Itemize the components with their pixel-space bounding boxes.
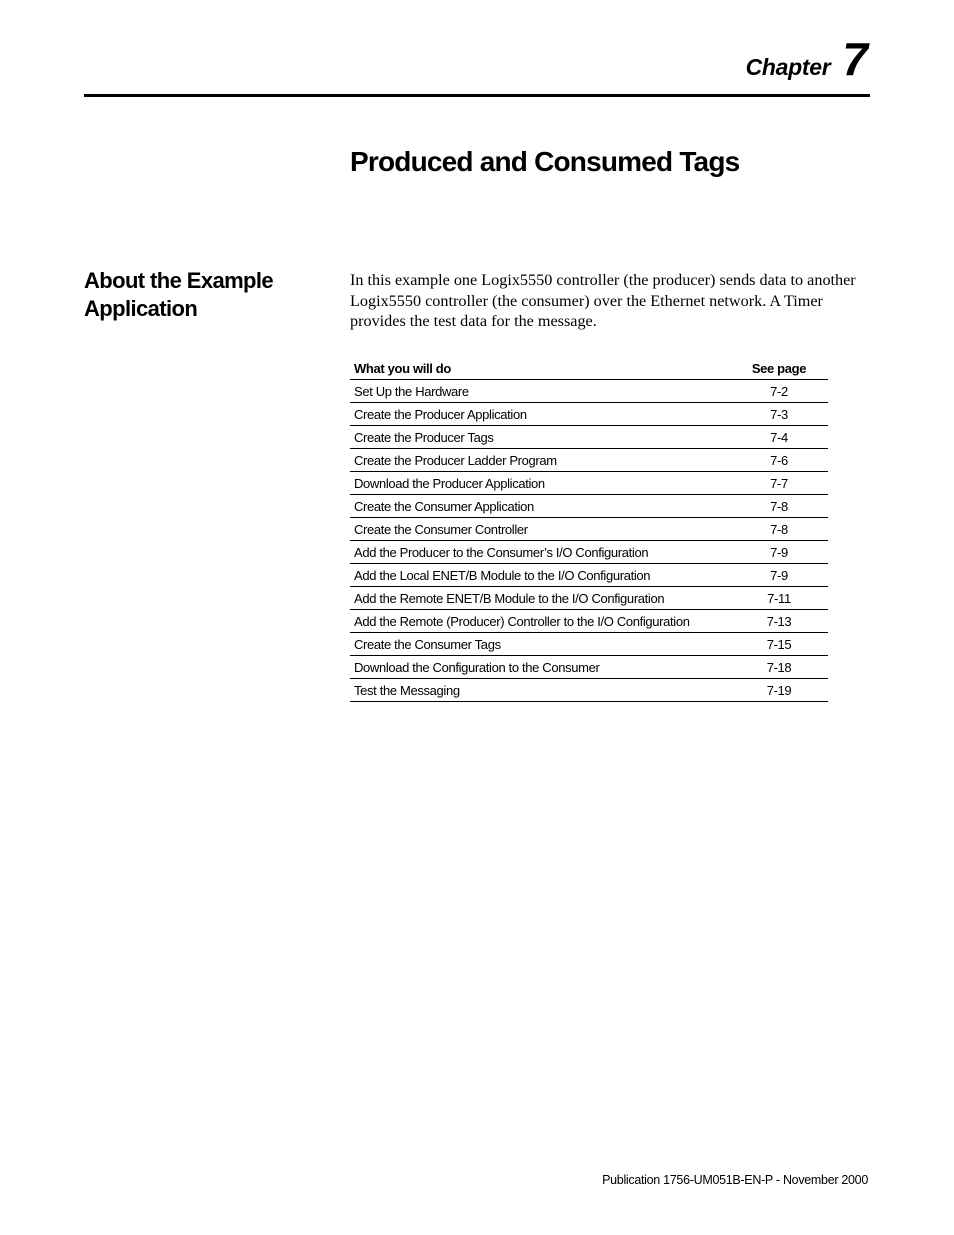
task-cell: Create the Producer Tags bbox=[350, 426, 730, 449]
chapter-number: 7 bbox=[842, 33, 868, 85]
task-cell: Set Up the Hardware bbox=[350, 380, 730, 403]
page-cell: 7-19 bbox=[730, 679, 828, 702]
header-rule bbox=[84, 94, 870, 97]
task-table bbox=[350, 356, 828, 702]
publication-footer: Publication 1756-UM051B-EN-P - November 2000 bbox=[602, 1173, 868, 1187]
chapter-header bbox=[745, 33, 868, 85]
task-cell: Download the Configuration to the Consumer bbox=[350, 656, 730, 679]
task-rows bbox=[350, 380, 828, 702]
page-cell: 7-18 bbox=[730, 656, 828, 679]
page-title: Produced and Consumed Tags bbox=[350, 146, 740, 177]
task-cell: Create the Consumer Application bbox=[350, 495, 730, 518]
page-cell: 7-3 bbox=[730, 403, 828, 426]
table-row bbox=[350, 380, 828, 403]
task-cell: Create the Producer Ladder Program bbox=[350, 449, 730, 472]
task-cell: Test the Messaging bbox=[350, 679, 730, 702]
table-row bbox=[350, 472, 828, 495]
page-cell: 7-7 bbox=[730, 472, 828, 495]
table-row bbox=[350, 426, 828, 449]
task-cell: Add the Local ENET/B Module to the I/O Configuration bbox=[350, 564, 730, 587]
page-cell: 7-6 bbox=[730, 449, 828, 472]
header-page: See page bbox=[730, 356, 828, 380]
chapter-label: Chapter bbox=[745, 54, 831, 80]
task-cell: Create the Producer Application bbox=[350, 403, 730, 426]
task-cell: Add the Remote ENET/B Module to the I/O Configuration bbox=[350, 587, 730, 610]
page-cell: 7-13 bbox=[730, 610, 828, 633]
task-cell: Add the Producer to the Consumer’s I/O Configuration bbox=[350, 541, 730, 564]
table-row bbox=[350, 495, 828, 518]
page-cell: 7-8 bbox=[730, 518, 828, 541]
section-heading: About the Example Application bbox=[84, 268, 274, 321]
header-task: What you will do bbox=[350, 356, 730, 380]
intro-paragraph: In this example one Logix5550 controller (the producer) sends data to another Logix5550 controller (the consumer) over the Ethernet network. A Timer provides the test data for the message. bbox=[350, 271, 856, 330]
page-cell: 7-4 bbox=[730, 426, 828, 449]
table-header-row bbox=[350, 356, 828, 380]
table-row bbox=[350, 656, 828, 679]
table-row bbox=[350, 449, 828, 472]
table-row bbox=[350, 541, 828, 564]
task-cell: Create the Consumer Controller bbox=[350, 518, 730, 541]
table-row bbox=[350, 403, 828, 426]
table-row bbox=[350, 518, 828, 541]
page-cell: 7-9 bbox=[730, 541, 828, 564]
task-cell: Add the Remote (Producer) Controller to the I/O Configuration bbox=[350, 610, 730, 633]
table-row bbox=[350, 610, 828, 633]
page-cell: 7-15 bbox=[730, 633, 828, 656]
page-cell: 7-11 bbox=[730, 587, 828, 610]
page-cell: 7-2 bbox=[730, 380, 828, 403]
table-row bbox=[350, 564, 828, 587]
table-row bbox=[350, 587, 828, 610]
page-cell: 7-8 bbox=[730, 495, 828, 518]
task-cell: Download the Producer Application bbox=[350, 472, 730, 495]
task-cell: Create the Consumer Tags bbox=[350, 633, 730, 656]
page-cell: 7-9 bbox=[730, 564, 828, 587]
table-row bbox=[350, 679, 828, 702]
table-row bbox=[350, 633, 828, 656]
